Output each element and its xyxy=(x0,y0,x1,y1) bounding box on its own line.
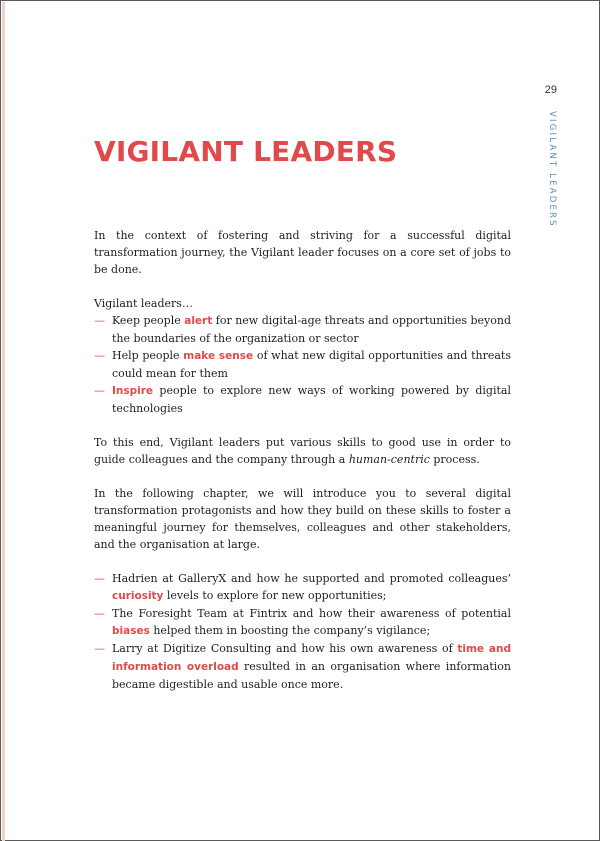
protagonists-list xyxy=(94,570,511,693)
list-item: — The Foresight Team at Fintrix and how their awareness of potential biases helped them in boosting the company’s vigilance; xyxy=(94,607,511,637)
list-item: — Keep people alert for new digital-age threats and opportunities beyond the boundaries of the organization or sector xyxy=(94,314,512,345)
list-dash: — xyxy=(94,572,105,585)
lead-in: Vigilant leaders… xyxy=(94,297,193,310)
chapter-title: VIGILANT LEADERS xyxy=(94,135,398,168)
emphasis-text: human-centric xyxy=(348,453,430,466)
list-item: — Larry at Digitize Consulting and how his own awareness of time and information overload resulted in an organisation where information became digestible and usable once more. xyxy=(94,642,511,691)
chapter-intro-paragraph: In the following chapter, we will introduce you to several digital transformation protagonists and how they build on these skills to foster a meaningful journey for themselves, colleagues and other stakeholders, and the organisation at large. xyxy=(94,487,511,551)
highlight-keyword: Inspire xyxy=(112,385,154,397)
list-dash: — xyxy=(94,642,105,655)
skills-paragraph: To this end, Vigilant leaders put various skills to good use in order to guide colleagues and the company through a human-centric process. xyxy=(94,436,511,466)
body-text xyxy=(94,227,511,710)
highlight-keyword: time and information overload xyxy=(112,643,511,673)
highlight-keyword: alert xyxy=(184,315,213,327)
intro-paragraph: In the context of fostering and striving for a successful digital transformation journey, the Vigilant leader focuses on a core set of jobs to be done. xyxy=(94,229,511,276)
list-dash: — xyxy=(94,349,105,362)
jobs-list xyxy=(94,312,511,417)
highlight-keyword: make sense xyxy=(183,350,254,362)
running-head: VIGILANT LEADERS xyxy=(547,111,557,228)
list-item: — Help people make sense of what new digital opportunities and threats could mean for them xyxy=(94,349,511,380)
highlight-keyword: biases xyxy=(112,625,150,637)
list-dash: — xyxy=(94,314,105,327)
list-item: — Hadrien at GalleryX and how he supported and promoted colleagues’ curiosity levels to explore for new opportunities; xyxy=(94,572,511,602)
list-item: — Inspire people to explore new ways of working powered by digital technologies xyxy=(94,384,511,415)
highlight-keyword: curiosity xyxy=(112,590,164,602)
page-spine-edge xyxy=(2,2,5,841)
page-number: 29 xyxy=(544,84,557,96)
list-dash: — xyxy=(94,384,105,397)
list-dash: — xyxy=(94,607,105,620)
